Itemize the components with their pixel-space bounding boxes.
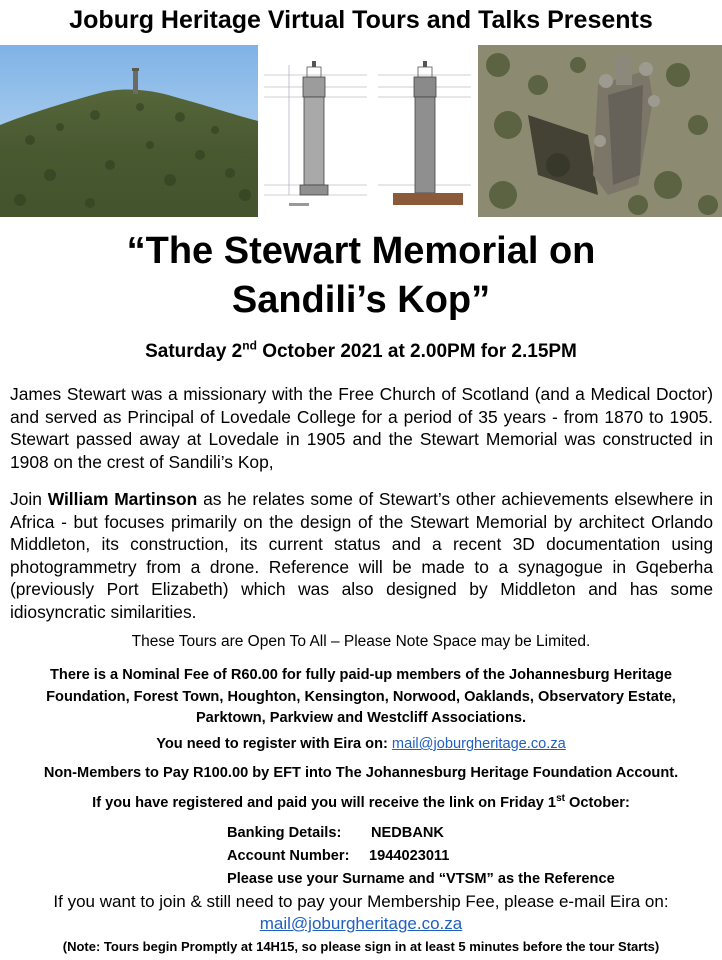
tower-section-drawing [373, 45, 476, 217]
event-title-line2: Sandili’s Kop” [231, 279, 491, 321]
bank-reference-note: Please use your Surname and “VTSM” as the Reference [227, 871, 615, 887]
photo-strip [0, 45, 722, 217]
link-note [0, 793, 722, 813]
tower-elevation-drawing [259, 45, 372, 217]
date-suffix: October 2021 at 2.00PM for 2.15PM [256, 341, 577, 362]
bank-details-label: Banking Details: [227, 825, 342, 841]
date-ordinal: nd [242, 338, 257, 353]
footer-note: (Note: Tours begin Promptly at 14H15, so please sign in at least 5 minutes before the tour Starts) [62, 939, 660, 954]
non-members-note: Non-Members to Pay R100.00 by EFT into The Johannesburg Heritage Foundation Account. [43, 765, 679, 781]
speaker-paragraph [10, 488, 713, 623]
link-suffix: October: [564, 795, 630, 811]
intro-paragraph: James Stewart was a missionary with the Free Church of Scotland (and a Medical Doctor) and served as Principal of Lovedale College for a period of 35 years - from 1870 to 1905. Stewart passed away at Lovedale in 1905 and the Stewart Memorial was constructed in 1908 on the crest of Sandili’s Kop, [10, 384, 713, 472]
speaker-name: William Martinson [47, 489, 198, 509]
header-title: Joburg Heritage Virtual Tours and Talks Presents [69, 6, 653, 34]
event-date [0, 339, 722, 365]
paragraph-rest: as he relates some of Stewart’s other achievements elsewhere in Africa - but focuses primarily on the design of the Stewart Memorial by architect Orlando Middleton, its construction, its current status and a recent 3D documentation using photogrammetry from a drone. Reference will be made to a synagogue in Gqeberha (previously Port Elizabeth) which was also designed by Middleton and has some idiosyncratic similarities. [10, 489, 713, 622]
event-title [0, 227, 722, 325]
account-number-value: 1944023011 [369, 848, 450, 864]
event-title-line1: “The Stewart Memorial on [126, 230, 596, 272]
date-prefix: Saturday 2 [145, 341, 243, 362]
paragraph-prefix: Join [10, 489, 48, 509]
fee-note: There is a Nominal Fee of R60.00 for fully paid-up members of the Johannesburg Heritage Foundation, Forest Town, Houghton, Kensington, Norwood, Oaklands, Observatory Estate, Parktown, Parkview and Westcliff Associations. [46, 667, 676, 726]
bank-row-account [227, 845, 717, 868]
link-prefix: If you have registered and paid you will receive the link on Friday 1 [92, 795, 557, 811]
membership-email-link[interactable]: mail@joburgheritage.co.za [259, 914, 463, 933]
bank-details-value: NEDBANK [371, 825, 444, 841]
register-prefix: You need to register with Eira on: [156, 736, 392, 752]
membership-join-line: If you want to join & still need to pay your Membership Fee, please e-mail Eira on: [53, 892, 669, 911]
link-ordinal: st [556, 793, 565, 805]
open-to-all-note: These Tours are Open To All – Please Note Space may be Limited. [131, 633, 591, 650]
membership-email-row [0, 913, 722, 935]
register-email-link[interactable]: mail@joburgheritage.co.za [391, 736, 566, 752]
bank-row-details [227, 822, 717, 845]
account-number-label: Account Number: [227, 848, 350, 864]
register-line [0, 734, 722, 754]
hill-photo [0, 45, 258, 217]
aerial-drone-photo [478, 45, 722, 217]
banking-details [227, 822, 717, 891]
